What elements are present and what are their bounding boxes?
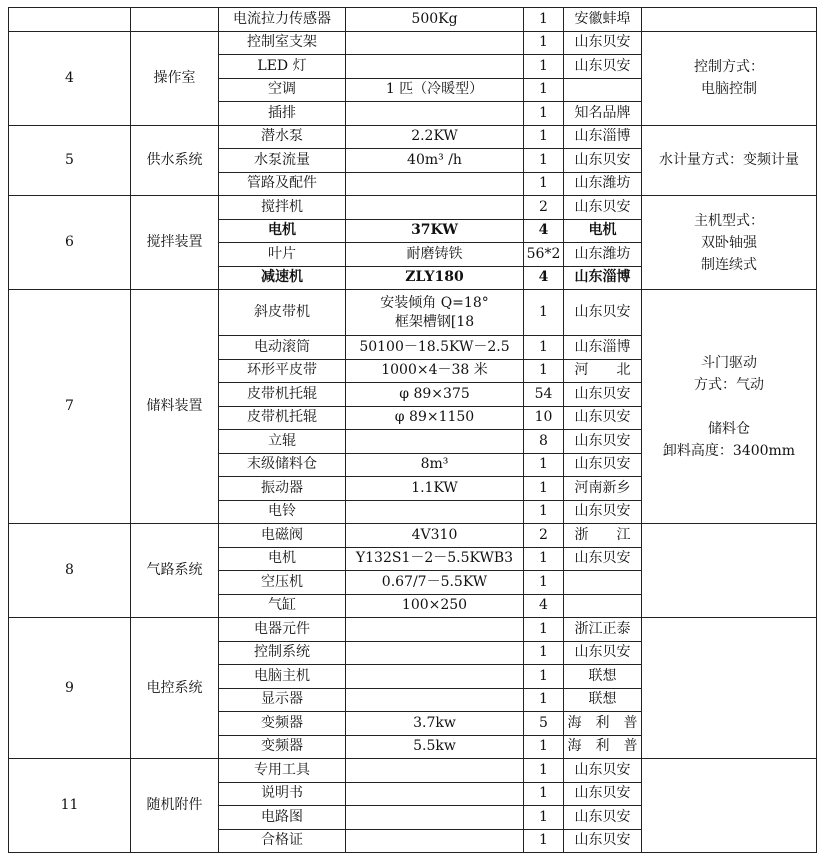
group-number-cell: 11 [9, 759, 131, 853]
item-origin-cell: 山东贝安 [564, 383, 642, 407]
item-origin-cell: 山东贝安 [564, 782, 642, 806]
item-origin-cell: 电机 [564, 219, 642, 243]
equipment-table [8, 7, 817, 853]
item-origin-cell: 山东贝安 [564, 290, 642, 336]
item-name-cell: 专用工具 [219, 759, 346, 783]
item-qty-cell: 1 [524, 55, 564, 79]
item-qty-cell: 1 [524, 8, 564, 32]
table-row [9, 759, 817, 783]
item-name-cell: 电器元件 [219, 618, 346, 642]
item-name-cell: 减速机 [219, 266, 346, 290]
item-qty-cell: 4 [524, 219, 564, 243]
item-origin-cell: 山东淄博 [564, 336, 642, 360]
item-qty-cell: 1 [524, 688, 564, 712]
item-qty-cell: 1 [524, 31, 564, 55]
item-qty-cell: 1 [524, 172, 564, 196]
group-system-cell: 气路系统 [131, 524, 219, 618]
item-name-cell: 空调 [219, 78, 346, 102]
item-spec-cell: 100×250 [346, 594, 524, 618]
item-origin-cell [564, 571, 642, 595]
item-origin-cell: 知名品牌 [564, 102, 642, 126]
group-note-cell: 主机型式： 双卧轴强 制连续式 [642, 196, 817, 290]
item-name-cell: 电路图 [219, 806, 346, 830]
item-name-cell: 气缸 [219, 594, 346, 618]
item-name-cell: 斜皮带机 [219, 290, 346, 336]
item-name-cell: 水泵流量 [219, 149, 346, 173]
item-name-cell: 电磁阀 [219, 524, 346, 548]
item-spec-cell [346, 196, 524, 220]
item-spec-cell [346, 618, 524, 642]
item-spec-cell [346, 782, 524, 806]
group-system-cell: 搅拌装置 [131, 196, 219, 290]
item-name-cell: 振动器 [219, 477, 346, 501]
group-number-cell: 4 [9, 31, 131, 125]
item-qty-cell: 1 [524, 782, 564, 806]
group-note-cell [642, 759, 817, 853]
item-origin-cell: 山东贝安 [564, 806, 642, 830]
item-qty-cell: 1 [524, 477, 564, 501]
item-origin-cell: 海 利 普 [564, 712, 642, 736]
item-origin-cell [564, 594, 642, 618]
item-origin-cell: 山东贝安 [564, 547, 642, 571]
item-name-cell: 变频器 [219, 712, 346, 736]
item-spec-cell: 5.5kw [346, 735, 524, 759]
item-qty-cell: 1 [524, 665, 564, 689]
item-spec-cell: 耐磨铸铁 [346, 243, 524, 267]
table-row [9, 8, 817, 32]
item-name-cell: 空压机 [219, 571, 346, 595]
item-origin-cell: 浙江正泰 [564, 618, 642, 642]
item-origin-cell: 山东潍坊 [564, 172, 642, 196]
item-origin-cell: 河 北 [564, 359, 642, 383]
item-name-cell: 电机 [219, 547, 346, 571]
item-name-cell: 潜水泵 [219, 125, 346, 149]
item-qty-cell: 4 [524, 266, 564, 290]
item-origin-cell: 山东潍坊 [564, 243, 642, 267]
item-origin-cell: 山东贝安 [564, 500, 642, 524]
item-spec-cell: 3.7kw [346, 712, 524, 736]
item-spec-cell [346, 806, 524, 830]
item-qty-cell: 1 [524, 500, 564, 524]
table-row [9, 524, 817, 548]
item-origin-cell: 山东贝安 [564, 641, 642, 665]
item-origin-cell: 山东淄博 [564, 125, 642, 149]
item-spec-cell [346, 665, 524, 689]
group-number-cell [9, 8, 131, 32]
item-qty-cell: 1 [524, 102, 564, 126]
item-origin-cell: 山东贝安 [564, 759, 642, 783]
item-qty-cell: 1 [524, 641, 564, 665]
item-qty-cell: 4 [524, 594, 564, 618]
item-spec-cell: Y132S1－2－5.5KWB3 [346, 547, 524, 571]
item-spec-cell [346, 641, 524, 665]
item-name-cell: 末级储料仓 [219, 453, 346, 477]
item-origin-cell: 山东贝安 [564, 149, 642, 173]
group-note-cell: 斗门驱动 方式：气动 储料仓 卸料高度：3400mm [642, 290, 817, 524]
item-qty-cell: 1 [524, 336, 564, 360]
item-spec-cell [346, 430, 524, 454]
item-spec-cell: ZLY180 [346, 266, 524, 290]
item-origin-cell [564, 78, 642, 102]
item-qty-cell: 2 [524, 524, 564, 548]
table-row [9, 196, 817, 220]
table-row [9, 618, 817, 642]
item-qty-cell: 1 [524, 735, 564, 759]
item-spec-cell: 40m³ /h [346, 149, 524, 173]
group-note-cell: 水计量方式：变频计量 [642, 125, 817, 196]
item-spec-cell: 37KW [346, 219, 524, 243]
item-qty-cell: 1 [524, 125, 564, 149]
item-qty-cell: 1 [524, 547, 564, 571]
group-number-cell: 9 [9, 618, 131, 759]
item-spec-cell: φ 89×1150 [346, 406, 524, 430]
table-row [9, 31, 817, 55]
item-origin-cell: 浙 江 [564, 524, 642, 548]
item-name-cell: 说明书 [219, 782, 346, 806]
item-name-cell: 变频器 [219, 735, 346, 759]
item-spec-cell: 0.67/7－5.5KW [346, 571, 524, 595]
item-qty-cell: 1 [524, 290, 564, 336]
item-spec-cell [346, 759, 524, 783]
item-name-cell: 电机 [219, 219, 346, 243]
item-origin-cell: 山东贝安 [564, 406, 642, 430]
item-qty-cell: 1 [524, 149, 564, 173]
item-name-cell: 立辊 [219, 430, 346, 454]
item-origin-cell: 山东贝安 [564, 829, 642, 853]
item-spec-cell: 4V310 [346, 524, 524, 548]
item-spec-cell: 1.1KW [346, 477, 524, 501]
item-spec-cell [346, 172, 524, 196]
item-name-cell: 电流拉力传感器 [219, 8, 346, 32]
item-qty-cell: 1 [524, 78, 564, 102]
item-origin-cell: 安徽蚌埠 [564, 8, 642, 32]
item-name-cell: 管路及配件 [219, 172, 346, 196]
item-name-cell: 电脑主机 [219, 665, 346, 689]
item-qty-cell: 8 [524, 430, 564, 454]
item-spec-cell [346, 55, 524, 79]
item-spec-cell [346, 829, 524, 853]
item-qty-cell: 1 [524, 759, 564, 783]
item-qty-cell: 1 [524, 571, 564, 595]
item-origin-cell: 河南新乡 [564, 477, 642, 501]
table-row [9, 290, 817, 336]
item-spec-cell [346, 500, 524, 524]
item-spec-cell: 1 匹（冷暖型） [346, 78, 524, 102]
group-note-cell [642, 618, 817, 759]
item-origin-cell: 山东贝安 [564, 31, 642, 55]
item-name-cell: 合格证 [219, 829, 346, 853]
item-spec-cell: 50100－18.5KW－2.5 [346, 336, 524, 360]
item-spec-cell [346, 102, 524, 126]
item-spec-cell: 2.2KW [346, 125, 524, 149]
item-origin-cell: 联想 [564, 688, 642, 712]
item-spec-cell: φ 89×375 [346, 383, 524, 407]
item-name-cell: 叶片 [219, 243, 346, 267]
item-name-cell: 皮带机托辊 [219, 383, 346, 407]
item-spec-cell [346, 688, 524, 712]
item-qty-cell: 1 [524, 359, 564, 383]
item-origin-cell: 山东贝安 [564, 196, 642, 220]
item-origin-cell: 海 利 普 [564, 735, 642, 759]
group-note-cell [642, 8, 817, 32]
item-origin-cell: 山东贝安 [564, 55, 642, 79]
item-origin-cell: 山东贝安 [564, 430, 642, 454]
item-qty-cell: 2 [524, 196, 564, 220]
item-qty-cell: 5 [524, 712, 564, 736]
item-origin-cell: 山东淄博 [564, 266, 642, 290]
group-system-cell: 随机附件 [131, 759, 219, 853]
item-qty-cell: 1 [524, 829, 564, 853]
group-note-cell: 控制方式： 电脑控制 [642, 31, 817, 125]
item-name-cell: 电动滚筒 [219, 336, 346, 360]
item-qty-cell: 1 [524, 806, 564, 830]
item-name-cell: 环形平皮带 [219, 359, 346, 383]
group-system-cell: 电控系统 [131, 618, 219, 759]
item-spec-cell [346, 31, 524, 55]
item-qty-cell: 1 [524, 618, 564, 642]
group-system-cell: 操作室 [131, 31, 219, 125]
item-name-cell: 搅拌机 [219, 196, 346, 220]
group-system-cell: 储料装置 [131, 290, 219, 524]
item-name-cell: 电铃 [219, 500, 346, 524]
item-name-cell: 控制室支架 [219, 31, 346, 55]
group-number-cell: 8 [9, 524, 131, 618]
item-qty-cell: 56*2 [524, 243, 564, 267]
group-note-cell [642, 524, 817, 618]
group-number-cell: 7 [9, 290, 131, 524]
group-number-cell: 5 [9, 125, 131, 196]
group-number-cell: 6 [9, 196, 131, 290]
item-name-cell: 皮带机托辊 [219, 406, 346, 430]
group-system-cell [131, 8, 219, 32]
item-origin-cell: 联想 [564, 665, 642, 689]
item-qty-cell: 10 [524, 406, 564, 430]
table-row [9, 125, 817, 149]
item-origin-cell: 山东贝安 [564, 453, 642, 477]
item-qty-cell: 54 [524, 383, 564, 407]
item-spec-cell: 8m³ [346, 453, 524, 477]
item-spec-cell: 1000×4－38 米 [346, 359, 524, 383]
item-name-cell: 显示器 [219, 688, 346, 712]
item-name-cell: 控制系统 [219, 641, 346, 665]
item-spec-cell: 500Kg [346, 8, 524, 32]
item-name-cell: LED 灯 [219, 55, 346, 79]
item-qty-cell: 1 [524, 453, 564, 477]
group-system-cell: 供水系统 [131, 125, 219, 196]
item-name-cell: 插排 [219, 102, 346, 126]
item-spec-cell: 安装倾角 Q=18° 框架槽钢[18 [346, 290, 524, 336]
